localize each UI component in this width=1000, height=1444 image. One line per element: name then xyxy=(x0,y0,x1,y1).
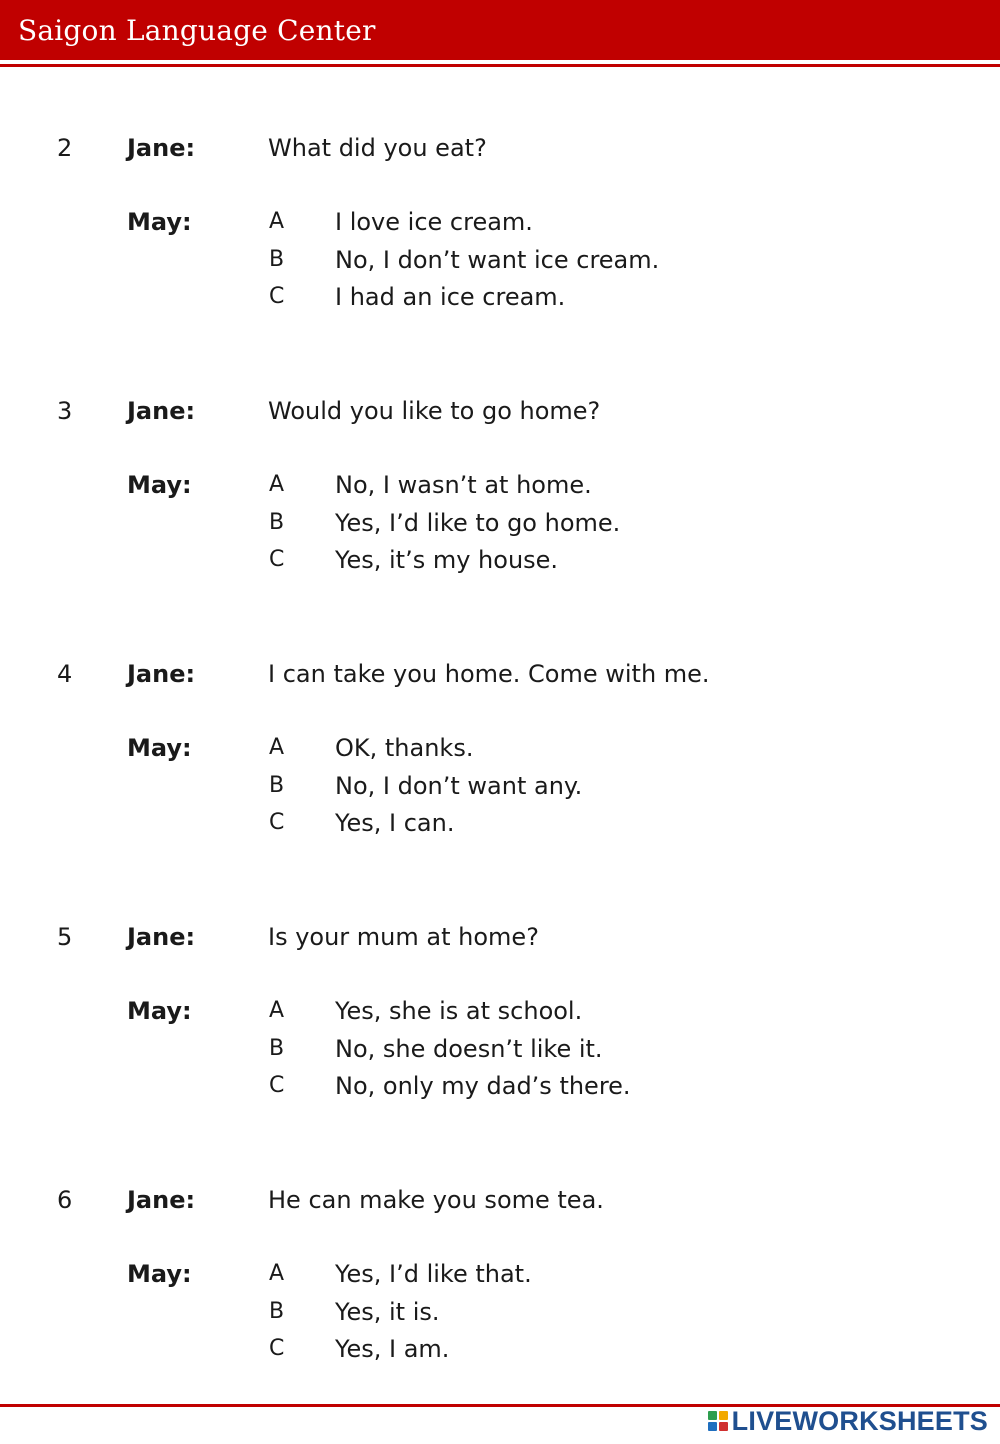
jane-prompt: He can make you some tea. xyxy=(268,1186,604,1214)
option-text-b[interactable]: Yes, it is. xyxy=(335,1298,440,1326)
option-letter-a[interactable]: A xyxy=(269,209,285,234)
may-label: May: xyxy=(127,471,192,499)
option-letter-c[interactable]: C xyxy=(269,810,285,835)
logo-square-green xyxy=(708,1411,717,1420)
liveworksheets-logo-icon xyxy=(708,1411,728,1431)
question-number: 2 xyxy=(57,134,73,162)
option-text-c[interactable]: Yes, I can. xyxy=(335,809,455,837)
jane-label: Jane: xyxy=(127,397,196,425)
option-text-a[interactable]: OK, thanks. xyxy=(335,734,474,762)
jane-prompt: What did you eat? xyxy=(268,134,487,162)
may-label: May: xyxy=(127,734,192,762)
header-divider xyxy=(0,64,1000,67)
question-6 xyxy=(0,1185,1000,1385)
question-3 xyxy=(0,396,1000,596)
option-text-c[interactable]: No, only my dad’s there. xyxy=(335,1072,631,1100)
may-label: May: xyxy=(127,208,192,236)
option-letter-c[interactable]: C xyxy=(269,1073,285,1098)
option-text-a[interactable]: I love ice cream. xyxy=(335,208,533,236)
option-text-c[interactable]: Yes, it’s my house. xyxy=(335,546,559,574)
question-number: 5 xyxy=(57,923,73,951)
header-bar xyxy=(0,0,1000,60)
option-letter-b[interactable]: B xyxy=(269,773,285,798)
option-letter-b[interactable]: B xyxy=(269,1036,285,1061)
option-letter-b[interactable]: B xyxy=(269,510,285,535)
may-label: May: xyxy=(127,997,192,1025)
option-letter-c[interactable]: C xyxy=(269,547,285,572)
question-number: 6 xyxy=(57,1186,73,1214)
option-letter-b[interactable]: B xyxy=(269,247,285,272)
option-text-b[interactable]: No, she doesn’t like it. xyxy=(335,1035,603,1063)
logo-wordmark: LIVEWORKSHEETS xyxy=(731,1405,988,1436)
jane-label: Jane: xyxy=(127,660,196,688)
may-label: May: xyxy=(127,1260,192,1288)
option-text-b[interactable]: No, I don’t want any. xyxy=(335,772,583,800)
jane-label: Jane: xyxy=(127,923,196,951)
question-4 xyxy=(0,659,1000,859)
question-number: 3 xyxy=(57,397,73,425)
option-letter-b[interactable]: B xyxy=(269,1299,285,1324)
page-title: Saigon Language Center xyxy=(18,14,376,47)
logo-square-red xyxy=(719,1422,728,1431)
question-5 xyxy=(0,922,1000,1122)
option-letter-c[interactable]: C xyxy=(269,1336,285,1361)
option-text-a[interactable]: Yes, I’d like that. xyxy=(335,1260,532,1288)
option-text-c[interactable]: I had an ice cream. xyxy=(335,283,566,311)
option-text-a[interactable]: Yes, she is at school. xyxy=(335,997,583,1025)
option-letter-a[interactable]: A xyxy=(269,472,285,497)
logo-square-yellow xyxy=(719,1411,728,1420)
jane-prompt: Is your mum at home? xyxy=(268,923,539,951)
option-text-b[interactable]: Yes, I’d like to go home. xyxy=(335,509,621,537)
jane-label: Jane: xyxy=(127,1186,196,1214)
jane-label: Jane: xyxy=(127,134,196,162)
jane-prompt: I can take you home. Come with me. xyxy=(268,660,710,688)
option-text-c[interactable]: Yes, I am. xyxy=(335,1335,450,1363)
option-text-b[interactable]: No, I don’t want ice cream. xyxy=(335,246,660,274)
question-number: 4 xyxy=(57,660,73,688)
option-text-a[interactable]: No, I wasn’t at home. xyxy=(335,471,592,499)
option-letter-c[interactable]: C xyxy=(269,284,285,309)
option-letter-a[interactable]: A xyxy=(269,998,285,1023)
question-2 xyxy=(0,133,1000,333)
jane-prompt: Would you like to go home? xyxy=(268,397,601,425)
logo-square-blue xyxy=(708,1422,717,1431)
option-letter-a[interactable]: A xyxy=(269,1261,285,1286)
option-letter-a[interactable]: A xyxy=(269,735,285,760)
liveworksheets-logo[interactable] xyxy=(708,1405,988,1437)
